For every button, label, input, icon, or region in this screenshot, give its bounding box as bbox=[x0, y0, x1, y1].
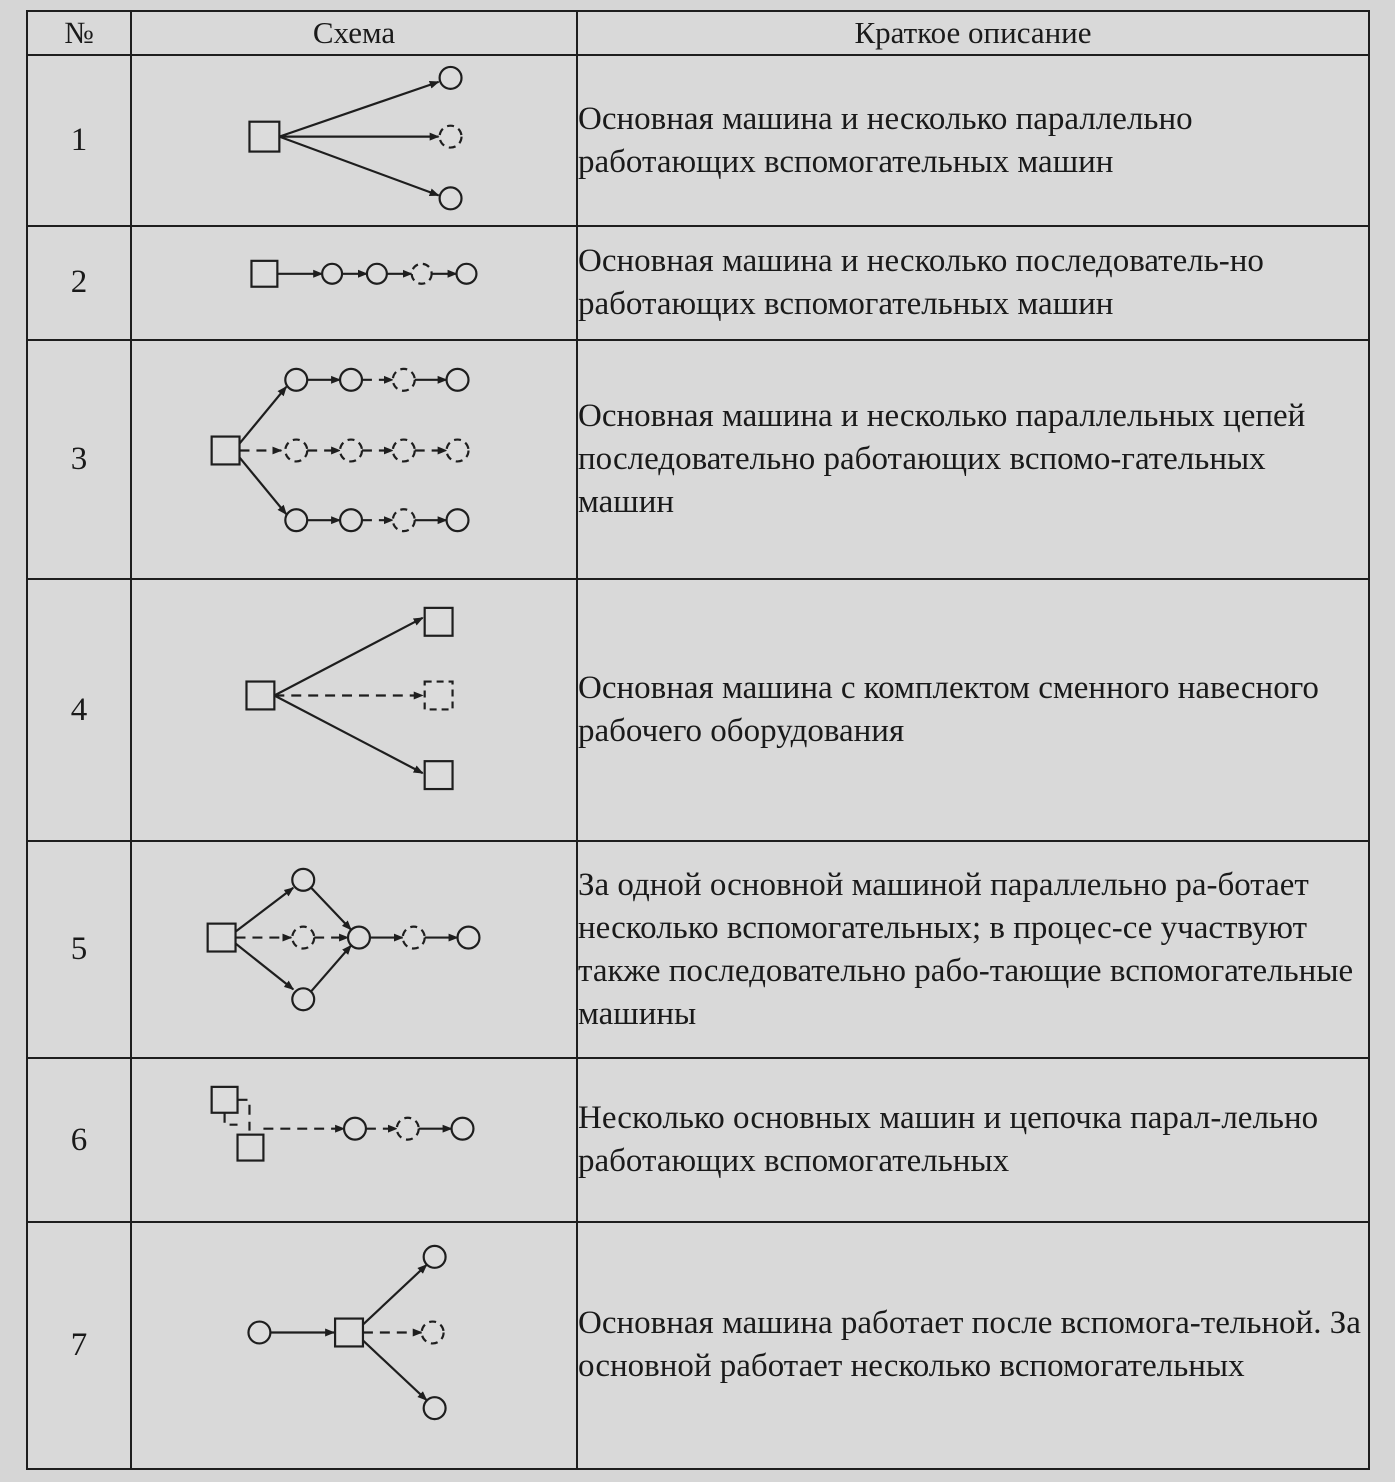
schema-diagram-7 bbox=[131, 1222, 577, 1469]
schema-diagram-3 bbox=[131, 340, 577, 579]
table-row bbox=[27, 1222, 1369, 1469]
schema-diagram-1 bbox=[131, 55, 577, 226]
row-description: Основная машина и несколько параллельно работающих вспомогательных машин bbox=[577, 55, 1369, 226]
table-row bbox=[27, 1058, 1369, 1221]
row-number: 4 bbox=[27, 579, 131, 842]
row-number: 3 bbox=[27, 340, 131, 579]
row-description: Основная машина с комплектом сменного навесного рабочего оборудования bbox=[577, 579, 1369, 842]
row-number: 6 bbox=[27, 1058, 131, 1221]
schema-diagram-6 bbox=[131, 1058, 577, 1221]
header-row bbox=[27, 11, 1369, 55]
row-number: 1 bbox=[27, 55, 131, 226]
header-description: Краткое описание bbox=[577, 11, 1369, 55]
row-number: 7 bbox=[27, 1222, 131, 1469]
table-row bbox=[27, 340, 1369, 579]
machine-schemes-table bbox=[26, 10, 1370, 1470]
schema-diagram-5 bbox=[131, 841, 577, 1058]
header-schema: Схема bbox=[131, 11, 577, 55]
row-description: Основная машина и несколько параллельных цепей последовательно работающих вспомо-гательных машин bbox=[577, 340, 1369, 579]
row-description: За одной основной машиной параллельно ра-ботает несколько вспомогательных; в процес-се участвуют также последовательно рабо-тающие вспомогательные машины bbox=[577, 841, 1369, 1058]
row-description: Основная машина и несколько последователь-но работающих вспомогательных машин bbox=[577, 226, 1369, 339]
table-row bbox=[27, 226, 1369, 339]
schema-diagram-4 bbox=[131, 579, 577, 842]
table-row bbox=[27, 55, 1369, 226]
schema-diagram-2 bbox=[131, 226, 577, 339]
row-description: Основная машина работает после вспомога-тельной. За основной работает несколько вспомогательных bbox=[577, 1222, 1369, 1469]
table-row bbox=[27, 841, 1369, 1058]
table-row bbox=[27, 579, 1369, 842]
row-number: 5 bbox=[27, 841, 131, 1058]
row-number: 2 bbox=[27, 226, 131, 339]
header-number: № bbox=[27, 11, 131, 55]
row-description: Несколько основных машин и цепочка парал-лельно работающих вспомогательных bbox=[577, 1058, 1369, 1221]
